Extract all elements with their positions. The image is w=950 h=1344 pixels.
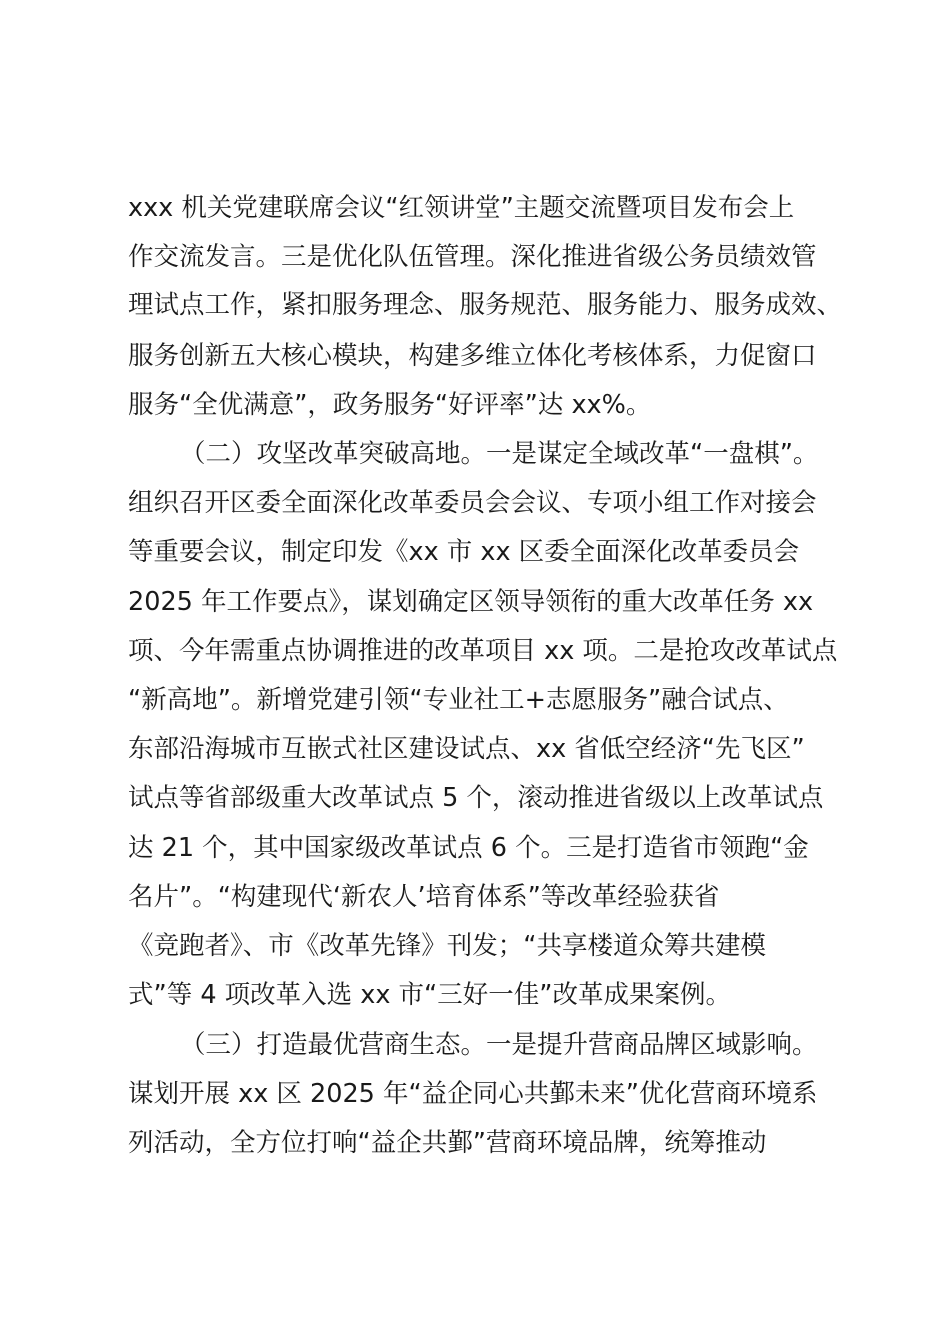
text-line: 等重要会议，制定印发《xx 市 xx 区委全面深化改革委员会 xyxy=(128,537,800,567)
paragraph-heading-line: （三）打造最优营商生态。一是提升营商品牌区域影响。 xyxy=(180,1030,818,1060)
text-line: “新高地”。新增党建引领“专业社工+志愿服务”融合试点、 xyxy=(128,685,789,715)
text-line: 2025 年工作要点》，谋划确定区领导领衔的重大改革任务 xx xyxy=(128,587,814,617)
text-line: 理试点工作，紧扣服务理念、服务规范、服务能力、服务成效、 xyxy=(128,290,843,320)
paragraph-heading-line: （二）攻坚改革突破高地。一是谋定全域改革“一盘棋”。 xyxy=(180,439,819,469)
text-line: 谋划开展 xx 区 2025 年“益企同心共鄞未来”优化营商环境系 xyxy=(128,1079,818,1109)
text-line: 列活动，全方位打响“益企共鄞”营商环境品牌，统筹推动 xyxy=(128,1128,767,1158)
text-line: 东部沿海城市互嵌式社区建设试点、xx 省低空经济“先飞区” xyxy=(128,734,805,764)
text-line: 试点等省部级重大改革试点 5 个，滚动推进省级以上改革试点 xyxy=(128,783,824,813)
text-line: 《竞跑者》、市《改革先锋》刊发；“共享楼道众筹共建模 xyxy=(128,931,766,961)
text-line: 名片”。“构建现代‘新农人’培育体系”等改革经验获省 xyxy=(128,882,720,912)
text-line: 组织召开区委全面深化改革委员会会议、专项小组工作对接会 xyxy=(128,488,817,518)
text-line: xxx 机关党建联席会议“红领讲堂”主题交流暨项目发布会上 xyxy=(128,193,795,223)
text-line: 服务创新五大核心模块，构建多维立体化考核体系，力促窗口 xyxy=(128,341,817,371)
text-line: 服务“全优满意”，政务服务“好评率”达 xx%。 xyxy=(128,390,652,420)
text-line: 式”等 4 项改革入选 xx 市“三好一佳”改革成果案例。 xyxy=(128,980,731,1010)
text-line: 项、今年需重点协调推进的改革项目 xx 项。二是抢攻改革试点 xyxy=(128,636,838,666)
text-line: 达 21 个，其中国家级改革试点 6 个。三是打造省市领跑“金 xyxy=(128,833,809,863)
text-line: 作交流发言。三是优化队伍管理。深化推进省级公务员绩效管 xyxy=(128,242,817,272)
